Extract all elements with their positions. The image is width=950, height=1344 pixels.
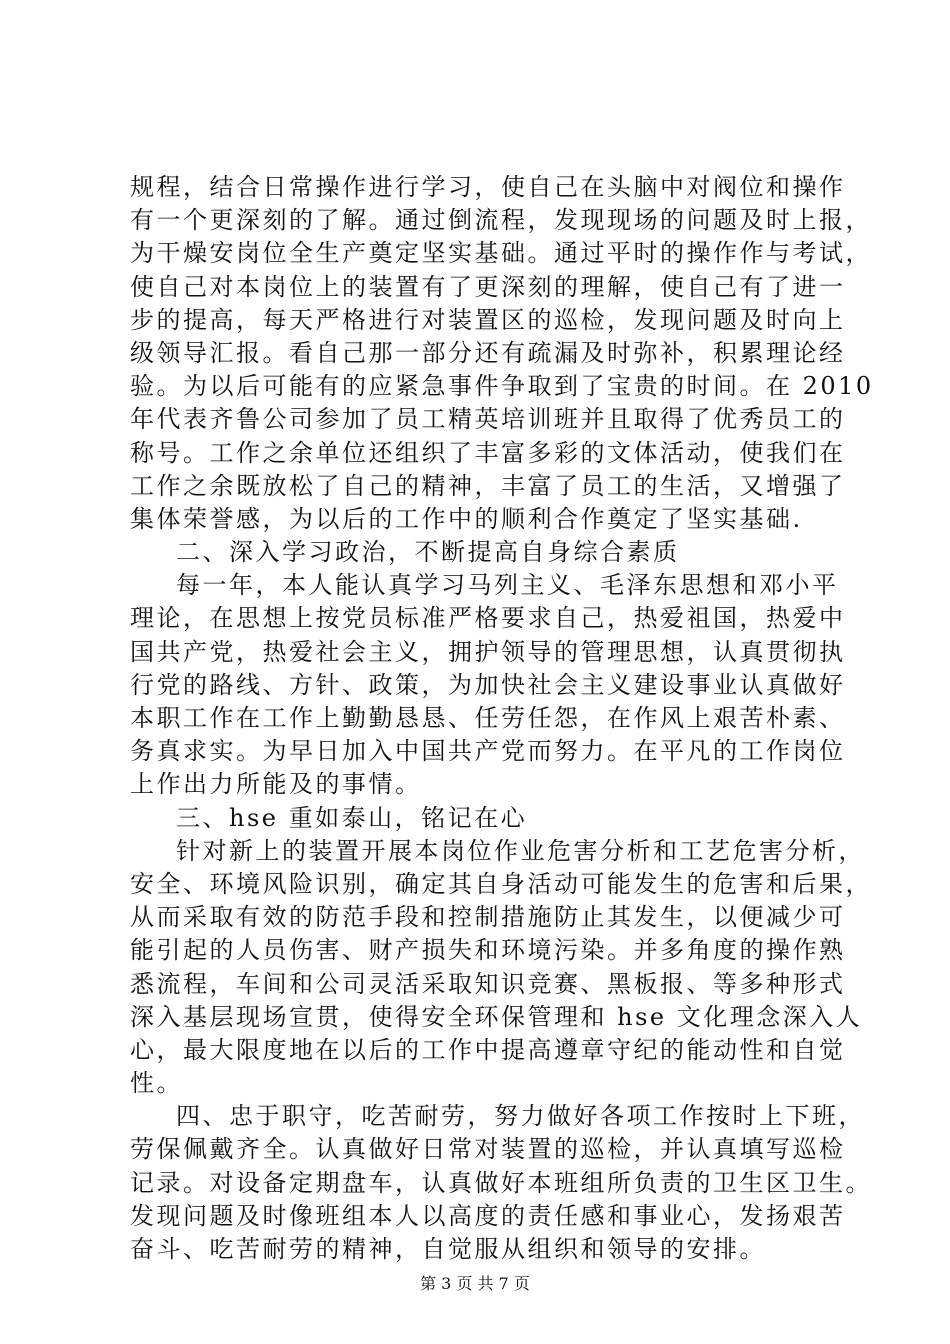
text-line: 劳保佩戴齐全。认真做好日常对装置的巡检，并认真填写巡检 [130,1135,846,1164]
text-line: 集体荣誉感，为以后的工作中的顺利合作奠定了坚实基础. [130,504,803,533]
page-footer [0,1274,950,1294]
text-line: 记录。对设备定期盘车，认真做好本班组所负责的卫生区卫生。 [130,1168,872,1197]
text-line: 每一年，本人能认真学习马列主义、毛泽东思想和邓小平 [176,571,839,600]
text-line: 安全、环境风险识别，确定其自身活动可能发生的危害和后果， [130,869,872,898]
text-line: 务真求实。为早日加入中国共产党而努力。在平凡的工作岗位 [130,737,846,766]
text-line: 发现问题及时像班组本人以高度的责任感和事业心，发扬艰苦 [130,1201,846,1230]
section-heading: 二、深入学习政治，不断提高自身综合素质 [176,538,680,567]
document-body [130,171,874,1266]
text-line: 行党的路线、方针、政策，为加快社会主义建设事业认真做好 [130,670,846,699]
text-line: 心，最大限度地在以后的工作中提高遵章守纪的能动性和自觉 [130,1035,846,1064]
text-line: 规程，结合日常操作进行学习，使自己在头脑中对阀位和操作 [130,173,846,201]
text-line: 验。为以后可能有的应紧急事件争取到了宝贵的时间。在 2010 [130,372,874,401]
section-heading: 四、忠于职守，吃苦耐劳，努力做好各项工作按时上下班， [176,1102,865,1131]
text-line: 从而采取有效的防范手段和控制措施防止其发生，以便减少可 [130,903,846,932]
section-heading: 三、hse 重如泰山，铭记在心 [176,803,528,832]
text-line: 针对新上的装置开展本岗位作业危害分析和工艺危害分析， [176,836,865,865]
text-line: 有一个更深刻的了解。通过倒流程，发现现场的问题及时上报， [130,206,872,235]
text-line: 本职工作在工作上勤勤恳恳、任劳任怨，在作风上艰苦朴素、 [130,704,846,732]
text-line: 能引起的人员伤害、财产损失和环境污染。并多角度的操作熟 [130,936,846,965]
text-line: 步的提高，每天严格进行对装置区的巡检，发现问题及时向上 [130,305,846,334]
text-line: 称号。工作之余单位还组织了丰富多彩的文体活动，使我们在 [130,438,846,467]
text-line: 级领导汇报。看自己那一部分还有疏漏及时弥补，积累理论经 [130,338,846,367]
text-line: 理论，在思想上按党员标准严格要求自己，热爱祖国，热爱中 [130,604,846,633]
text-line: 性。 [130,1069,183,1098]
page-number: 第 3 页 共 7 页 [420,1274,530,1293]
text-line: 工作之余既放松了自己的精神，丰富了员工的生活，又增强了 [130,471,846,500]
text-line: 使自己对本岗位上的装置有了更深刻的理解，使自己有了进一 [130,272,846,301]
text-line: 悉流程，车间和公司灵活采取知识竞赛、黑板报、等多种形式 [130,969,846,998]
text-line: 深入基层现场宣贯，使得安全环保管理和 hse 文化理念深入人 [130,1002,863,1031]
text-line: 上作出力所能及的事情。 [130,770,422,799]
text-line: 年代表齐鲁公司参加了员工精英培训班并且取得了优秀员工的 [130,405,846,434]
text-line: 为干燥安岗位全生产奠定坚实基础。通过平时的操作作与考试， [130,239,872,268]
text-line: 国共产党，热爱社会主义，拥护领导的管理思想，认真贯彻执 [130,637,846,666]
text-line: 奋斗、吃苦耐劳的精神，自觉服从组织和领导的安排。 [130,1235,766,1263]
